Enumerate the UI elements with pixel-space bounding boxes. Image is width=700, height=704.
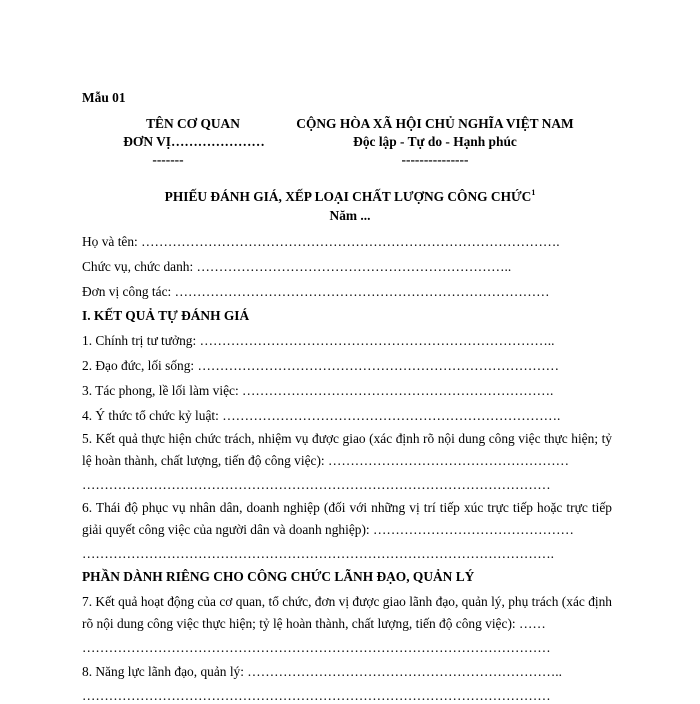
item-7: 7. Kết quả hoạt động của cơ quan, tổ chức, đơn vị được giao lãnh đạo, quản lý, phụ trách (xác định rõ nội dung công việc thực hiện; tỷ lệ hoàn thành, chất lượng, tiến độ công việc): ……	[82, 594, 612, 631]
field-unit: Đơn vị công tác: …………………………………………………………………………	[82, 284, 550, 299]
motto: Độc lập - Tự do - Hạnh phúc	[353, 134, 517, 149]
document-year: Năm ...	[329, 208, 371, 223]
item-7-continuation: ……………………………………………………………………………………………	[82, 640, 551, 655]
item-1: 1. Chính trị tư tưởng: ……………………………………………………………………..	[82, 333, 555, 348]
field-name: Họ và tên: ………………………………………………………………………………….	[82, 234, 560, 249]
document-title	[0, 185, 700, 205]
item-4: 4. Ý thức tổ chức kỷ luật: ………………………………………………………………….	[82, 408, 561, 423]
form-code: Mẫu 01	[82, 90, 126, 105]
leader-section-heading: PHẦN DÀNH RIÊNG CHO CÔNG CHỨC LÃNH ĐẠO, QUẢN LÝ	[82, 569, 475, 584]
item-6: 6. Thái độ phục vụ nhân dân, doanh nghiệp (đối với những vị trí tiếp xúc trực tiếp hoặc trực tiếp giải quyết công việc của người dân và doanh nghiệp): ………………………………………	[82, 500, 612, 537]
section1-heading: I. KẾT QUẢ TỰ ĐÁNH GIÁ	[82, 308, 250, 323]
title-footnote: 1	[531, 188, 536, 197]
agency-unit: ĐƠN VỊ…………………	[123, 134, 265, 149]
title-text: PHIẾU ĐÁNH GIÁ, XẾP LOẠI CHẤT LƯỢNG CÔNG CHỨC	[164, 189, 532, 204]
field-position: Chức vụ, chức danh: ……………………………………………………………..	[82, 259, 512, 274]
item-3: 3. Tác phong, lề lối làm việc: …………………………………………………………….	[82, 383, 554, 398]
agency-divider: -------	[152, 152, 184, 167]
item-2: 2. Đạo đức, lối sống: ………………………………………………………………………	[82, 358, 560, 373]
nation-title: CỘNG HÒA XÃ HỘI CHỦ NGHĨA VIỆT NAM	[296, 116, 574, 131]
item-5-continuation: ……………………………………………………………………………………………	[82, 477, 551, 492]
item-6-continuation: …………………………………………………………………………………………….	[82, 546, 555, 561]
item-5: 5. Kết quả thực hiện chức trách, nhiệm vụ được giao (xác định rõ nội dung công việc thực hiện; tỷ lệ hoàn thành, chất lượng, tiến độ công việc): ………………………………………………	[82, 431, 612, 468]
agency-name: TÊN CƠ QUAN	[146, 116, 240, 131]
item-8: 8. Năng lực lãnh đạo, quản lý: ……………………………………………………………..	[82, 664, 562, 679]
item-8-continuation: ……………………………………………………………………………………………	[82, 688, 551, 703]
motto-divider: ---------------	[401, 152, 469, 167]
